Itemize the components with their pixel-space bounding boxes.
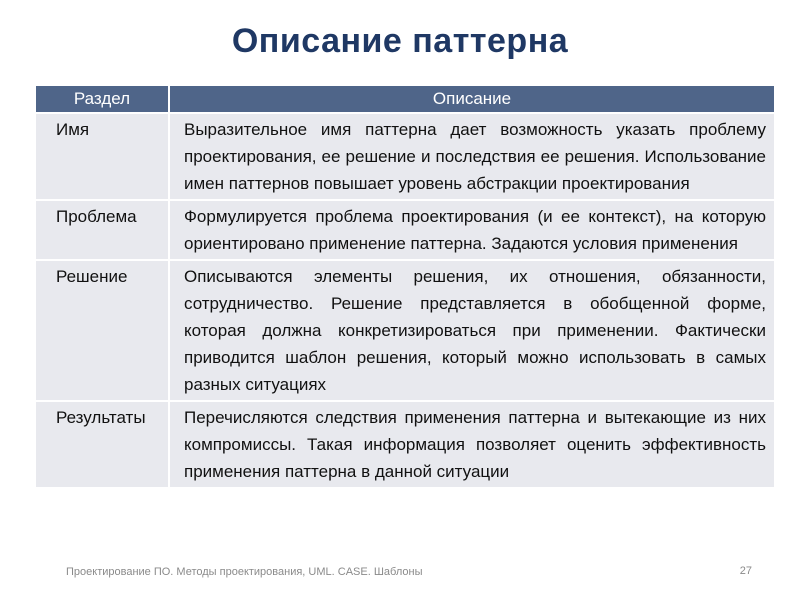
pattern-description-table	[36, 86, 774, 487]
row-section-name: Решение	[36, 260, 169, 401]
row-description: Перечисляются следствия применения паттерна и вытекающие из них компромиссы. Такая информация позволяет оценить эффективность применения паттерна в данной ситуации	[169, 401, 774, 487]
header-section: Раздел	[36, 86, 169, 113]
row-description: Формулируется проблема проектирования (и ее контекст), на которую ориентировано применение паттерна. Задаются условия применения	[169, 200, 774, 260]
table-row	[36, 260, 774, 401]
row-description: Описываются элементы решения, их отношения, обязанности, сотрудничество. Решение представляется в обобщенной форме, которая должна конкретизироваться при применении. Фактически приводится шаблон решения, который можно использовать в самых разных ситуациях	[169, 260, 774, 401]
row-section-name: Результаты	[36, 401, 169, 487]
page-number: 27	[739, 565, 752, 577]
table-row	[36, 401, 774, 487]
table-header-row	[36, 86, 774, 113]
row-section-name: Имя	[36, 113, 169, 200]
slide-title: Описание паттерна	[231, 22, 569, 60]
table-row	[36, 113, 774, 200]
header-description: Описание	[169, 86, 774, 113]
slide-footer: Проектирование ПО. Методы проектирования, UML. CASE. Шаблоны	[66, 566, 423, 578]
row-section-name: Проблема	[36, 200, 169, 260]
table-row	[36, 200, 774, 260]
row-description: Выразительное имя паттерна дает возможность указать проблему проектирования, ее решение и последствия ее решения. Использование имен паттернов повышает уровень абстракции проектирования	[169, 113, 774, 200]
